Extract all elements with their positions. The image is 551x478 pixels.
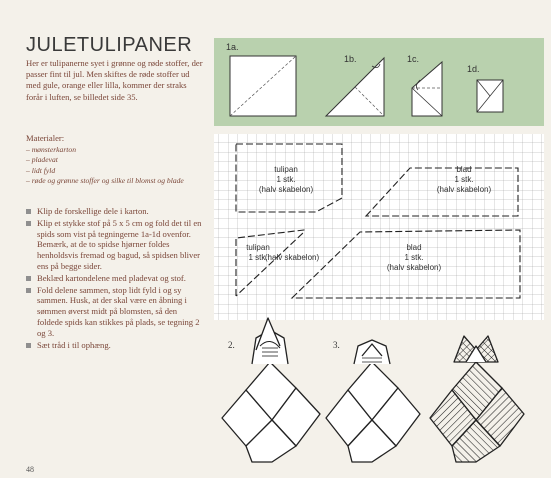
material-item: – røde og grønne stoffer og silke til blomst og blade — [26, 176, 206, 186]
tulip-drawing-3 — [326, 340, 420, 462]
step-item: Fold delene sammen, stop lidt fyld i og sy sammen. Husk, at der skal være en åbning i sømmen øverst midt på blomsten, så den foldede spids kan stikkes på plads, se tegning 2 og 3. — [26, 285, 204, 339]
fold-label-1a: 1a. — [226, 42, 239, 52]
template-label-name: tulipan — [274, 165, 298, 174]
tulip-drawing-2 — [222, 318, 320, 462]
fold-step-1a — [230, 56, 296, 116]
fold-diagram — [214, 38, 544, 126]
materials-heading: Materialer: — [26, 133, 65, 143]
material-item: – pladevat — [26, 155, 206, 165]
page-number: 48 — [26, 465, 34, 474]
template-label-note: (halv skabelon) — [264, 253, 320, 262]
template-grid — [214, 134, 544, 320]
step-item: Klip de forskellige dele i karton. — [26, 206, 204, 217]
intro-paragraph: Her er tulipanerne syet i grønne og røde stoffer, der passer fint til jul. Men skiftes de røde stoffer ud med gule, orange eller lilla, kommer der straks forår i luften, se billedet side 35. — [26, 58, 203, 102]
fold-label-1d: 1d. — [467, 64, 480, 74]
tulip-drawing-hatched — [430, 336, 524, 462]
step-item: Klip et stykke stof på 5 x 5 cm og fold det til en spids som vist på tegningerne 1a-1d ovenfor. Bemærk, at de to spidse hjørner foldes henholdsvis fremad og bagud, så spidsen bliver ens på begge sider. — [26, 218, 204, 272]
fold-step-1d — [477, 80, 503, 112]
page-title: JULETULIPANER — [26, 34, 193, 56]
template-label-note: (halv skabelon) — [258, 185, 314, 194]
template-label-count: 1 stk. — [248, 253, 268, 262]
template-label-name: blad — [456, 165, 472, 174]
template-label-note: (halv skabelon) — [436, 185, 492, 194]
template-label-name: tulipan — [246, 243, 270, 252]
template-label-count: 1 stk. — [404, 253, 424, 262]
drawing-label-2: 2. — [228, 340, 235, 350]
fold-label-1b: 1b. — [344, 54, 357, 64]
template-label-count: 1 stk. — [454, 175, 474, 184]
step-item: Sæt tråd i til ophæng. — [26, 340, 204, 351]
template-label-note: (halv skabelon) — [386, 263, 442, 272]
fold-label-1c: 1c. — [407, 54, 420, 64]
template-label-name: blad — [406, 243, 422, 252]
material-item: – lidt fyld — [26, 166, 206, 176]
drawing-label-3: 3. — [333, 340, 340, 350]
template-label-count: 1 stk. — [276, 175, 296, 184]
material-item: – mønsterkarton — [26, 145, 206, 155]
step-item: Beklæd kartondelene med pladevat og stof. — [26, 273, 204, 284]
